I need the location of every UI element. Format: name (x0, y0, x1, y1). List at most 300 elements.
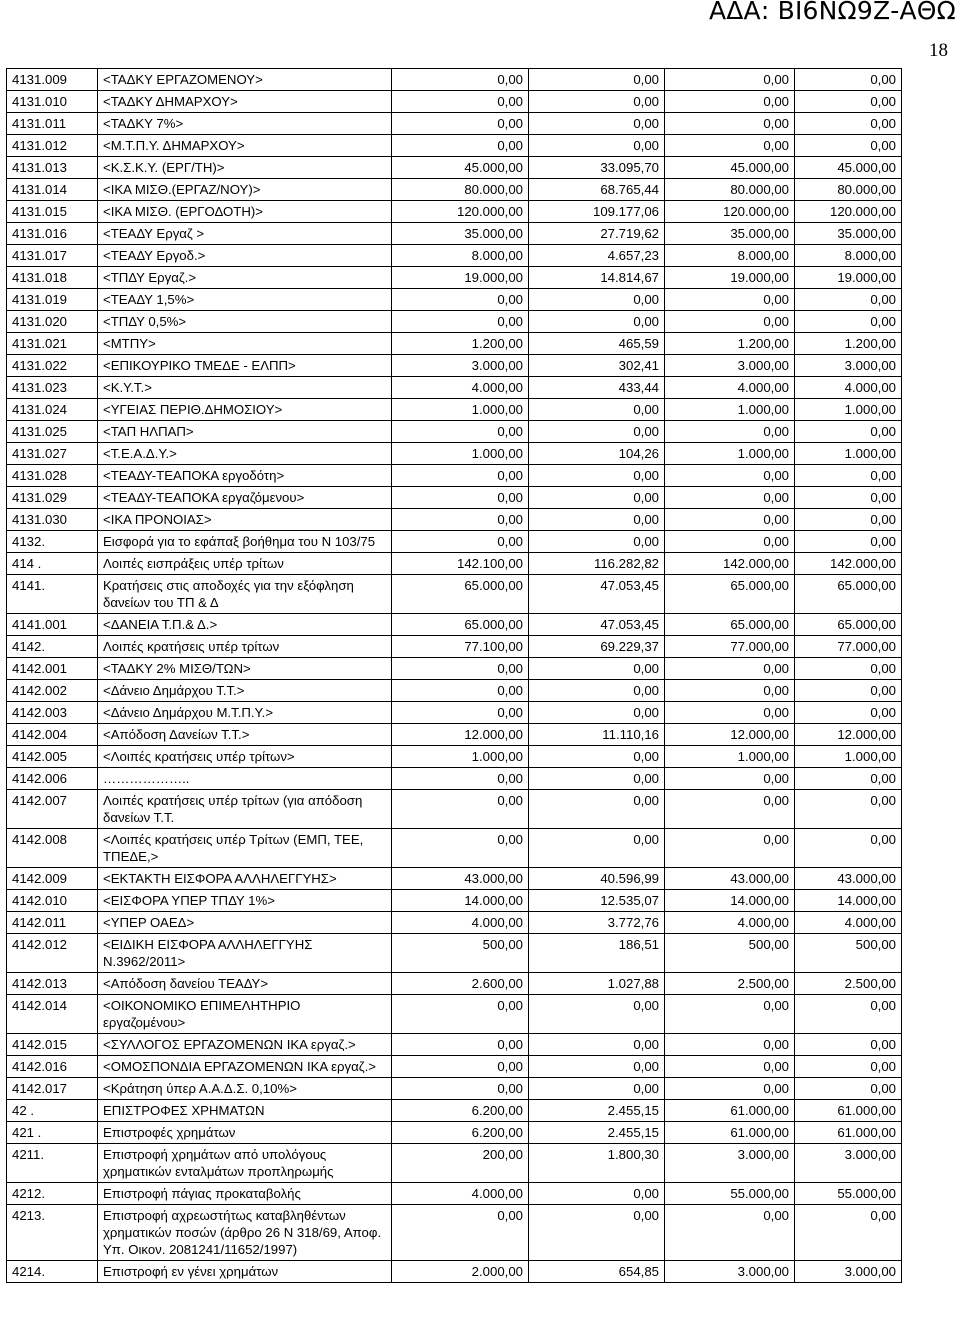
row-value-col1: 4.000,00 (392, 377, 529, 399)
row-value-col2: 0,00 (529, 768, 665, 790)
table-row (7, 614, 902, 636)
row-description: <ΤΕΑΔΥ Εργαζ > (98, 223, 392, 245)
row-value-col4: 8.000,00 (795, 245, 902, 267)
row-value-col2: 0,00 (529, 509, 665, 531)
row-value-col4: 4.000,00 (795, 912, 902, 934)
row-value-col4: 2.500,00 (795, 973, 902, 995)
row-value-col3: 0,00 (665, 531, 795, 553)
table-row (7, 377, 902, 399)
row-value-col1: 45.000,00 (392, 157, 529, 179)
row-description: <ΕΙΔΙΚΗ ΕΙΣΦΟΡΑ ΑΛΛΗΛΕΓΓΥΗΣ Ν.3962/2011> (98, 934, 392, 973)
row-value-col4: 0,00 (795, 829, 902, 868)
row-description: <ΤΠΔΥ 0,5%> (98, 311, 392, 333)
row-value-col4: 55.000,00 (795, 1183, 902, 1205)
table-row (7, 69, 902, 91)
row-description: <ΕΙΣΦΟΡΑ ΥΠΕΡ ΤΠΔΥ 1%> (98, 890, 392, 912)
table-row (7, 267, 902, 289)
row-value-col2: 1.027,88 (529, 973, 665, 995)
row-value-col2: 11.110,16 (529, 724, 665, 746)
row-value-col1: 120.000,00 (392, 201, 529, 223)
row-code: 4142.006 (7, 768, 98, 790)
row-value-col2: 0,00 (529, 790, 665, 829)
row-value-col1: 65.000,00 (392, 614, 529, 636)
row-value-col1: 0,00 (392, 790, 529, 829)
row-value-col2: 69.229,37 (529, 636, 665, 658)
table-row (7, 934, 902, 973)
row-value-col2: 0,00 (529, 1034, 665, 1056)
row-value-col2: 47.053,45 (529, 575, 665, 614)
table-row (7, 421, 902, 443)
row-description: <Μ.Τ.Π.Υ. ΔΗΜΑΡΧΟΥ> (98, 135, 392, 157)
row-description: <Τ.Ε.Α.Δ.Υ.> (98, 443, 392, 465)
row-value-col1: 0,00 (392, 1056, 529, 1078)
row-value-col2: 0,00 (529, 113, 665, 135)
row-value-col3: 1.200,00 (665, 333, 795, 355)
row-code: 4131.019 (7, 289, 98, 311)
table-row (7, 890, 902, 912)
row-code: 4131.022 (7, 355, 98, 377)
row-value-col1: 43.000,00 (392, 868, 529, 890)
row-code: 4142.016 (7, 1056, 98, 1078)
row-value-col2: 186,51 (529, 934, 665, 973)
row-code: 4142. (7, 636, 98, 658)
row-value-col2: 104,26 (529, 443, 665, 465)
row-code: 4131.016 (7, 223, 98, 245)
row-value-col1: 8.000,00 (392, 245, 529, 267)
row-code: 4131.017 (7, 245, 98, 267)
row-code: 4131.009 (7, 69, 98, 91)
row-value-col4: 4.000,00 (795, 377, 902, 399)
row-value-col4: 43.000,00 (795, 868, 902, 890)
row-value-col2: 0,00 (529, 658, 665, 680)
row-code: 4142.015 (7, 1034, 98, 1056)
row-description: <ΟΙΚΟΝΟΜΙΚΟ ΕΠΙΜΕΛΗΤΗΡΙΟ εργαζομένου> (98, 995, 392, 1034)
row-code: 4131.015 (7, 201, 98, 223)
row-value-col1: 65.000,00 (392, 575, 529, 614)
table-row (7, 768, 902, 790)
row-description: <Λοιπές κρατήσεις υπέρ τρίτων> (98, 746, 392, 768)
row-value-col3: 4.000,00 (665, 912, 795, 934)
row-description: <ΤΕΑΔΥ-ΤΕΑΠΟΚΑ εργαζόμενου> (98, 487, 392, 509)
row-value-col2: 33.095,70 (529, 157, 665, 179)
row-description: <ΤΑΔΚΥ 2% ΜΙΣΘ/ΤΩΝ> (98, 658, 392, 680)
row-value-col1: 0,00 (392, 289, 529, 311)
row-value-col3: 0,00 (665, 829, 795, 868)
row-value-col4: 45.000,00 (795, 157, 902, 179)
row-value-col4: 3.000,00 (795, 1261, 902, 1283)
row-value-col4: 14.000,00 (795, 890, 902, 912)
row-value-col3: 0,00 (665, 995, 795, 1034)
row-description: <ΤΕΑΔΥ-ΤΕΑΠΟΚΑ εργοδότη> (98, 465, 392, 487)
table-row (7, 355, 902, 377)
row-value-col3: 55.000,00 (665, 1183, 795, 1205)
row-code: 4142.005 (7, 746, 98, 768)
row-code: 4142.012 (7, 934, 98, 973)
row-value-col2: 0,00 (529, 289, 665, 311)
row-value-col3: 0,00 (665, 135, 795, 157)
row-code: 4131.012 (7, 135, 98, 157)
row-code: 4142.017 (7, 1078, 98, 1100)
row-value-col4: 12.000,00 (795, 724, 902, 746)
row-value-col1: 77.100,00 (392, 636, 529, 658)
table-row (7, 658, 902, 680)
table-row (7, 1056, 902, 1078)
table-row (7, 531, 902, 553)
row-code: 4142.001 (7, 658, 98, 680)
table-row (7, 1183, 902, 1205)
row-value-col4: 0,00 (795, 995, 902, 1034)
row-value-col3: 0,00 (665, 702, 795, 724)
table-row (7, 1034, 902, 1056)
row-value-col1: 0,00 (392, 829, 529, 868)
row-value-col3: 0,00 (665, 421, 795, 443)
row-value-col3: 142.000,00 (665, 553, 795, 575)
row-value-col4: 0,00 (795, 421, 902, 443)
row-value-col2: 0,00 (529, 829, 665, 868)
row-value-col1: 35.000,00 (392, 223, 529, 245)
row-value-col2: 47.053,45 (529, 614, 665, 636)
row-value-col4: 0,00 (795, 790, 902, 829)
row-description: Λοιπές κρατήσεις υπέρ τρίτων (98, 636, 392, 658)
row-value-col4: 65.000,00 (795, 614, 902, 636)
table-row (7, 289, 902, 311)
row-value-col3: 3.000,00 (665, 1261, 795, 1283)
row-code: 4142.002 (7, 680, 98, 702)
row-code: 4211. (7, 1144, 98, 1183)
row-value-col2: 0,00 (529, 487, 665, 509)
table-row (7, 746, 902, 768)
row-value-col2: 0,00 (529, 746, 665, 768)
row-value-col3: 500,00 (665, 934, 795, 973)
row-value-col4: 0,00 (795, 702, 902, 724)
row-value-col3: 1.000,00 (665, 399, 795, 421)
row-value-col1: 0,00 (392, 113, 529, 135)
row-value-col1: 4.000,00 (392, 1183, 529, 1205)
row-code: 4142.011 (7, 912, 98, 934)
row-value-col2: 0,00 (529, 311, 665, 333)
document-ada-header: ΑΔΑ: ΒΙ6ΝΩ9Ζ-ΑΘΩ (708, 0, 956, 25)
row-value-col2: 1.800,30 (529, 1144, 665, 1183)
row-description: Επιστροφή αχρεωστήτως καταβληθέντων χρηματικών ποσών (άρθρο 26 Ν 318/69, Αποφ. Υπ. Οικον. 2081241/11652/1997) (98, 1205, 392, 1261)
table-row (7, 636, 902, 658)
row-code: 4142.010 (7, 890, 98, 912)
row-value-col2: 0,00 (529, 1183, 665, 1205)
row-value-col1: 1.000,00 (392, 443, 529, 465)
table-row (7, 790, 902, 829)
row-description: <Δάνειο Δημάρχου Τ.Τ.> (98, 680, 392, 702)
row-code: 4131.023 (7, 377, 98, 399)
table-row (7, 487, 902, 509)
row-value-col2: 27.719,62 (529, 223, 665, 245)
row-value-col3: 45.000,00 (665, 157, 795, 179)
row-value-col4: 0,00 (795, 1078, 902, 1100)
table-row (7, 724, 902, 746)
row-value-col3: 61.000,00 (665, 1122, 795, 1144)
row-value-col4: 0,00 (795, 135, 902, 157)
row-value-col2: 68.765,44 (529, 179, 665, 201)
row-value-col2: 0,00 (529, 531, 665, 553)
row-description: Εισφορά για το εφάπαξ βοήθημα του Ν 103/75 (98, 531, 392, 553)
row-value-col1: 0,00 (392, 509, 529, 531)
row-value-col4: 0,00 (795, 113, 902, 135)
row-value-col4: 0,00 (795, 509, 902, 531)
row-value-col4: 142.000,00 (795, 553, 902, 575)
row-description: <ΤΑΔΚΥ 7%> (98, 113, 392, 135)
row-value-col1: 0,00 (392, 995, 529, 1034)
row-description: <Λοιπές κρατήσεις υπέρ Τρίτων (ΕΜΠ, ΤΕΕ, ΤΠΕΔΕ,> (98, 829, 392, 868)
row-value-col4: 120.000,00 (795, 201, 902, 223)
row-description: <ΜΤΠΥ> (98, 333, 392, 355)
row-description: <ΤΕΑΔΥ 1,5%> (98, 289, 392, 311)
row-value-col4: 0,00 (795, 531, 902, 553)
row-value-col3: 0,00 (665, 311, 795, 333)
row-code: 4131.011 (7, 113, 98, 135)
row-value-col1: 14.000,00 (392, 890, 529, 912)
row-value-col2: 0,00 (529, 135, 665, 157)
row-value-col4: 0,00 (795, 311, 902, 333)
row-value-col1: 0,00 (392, 1078, 529, 1100)
row-value-col2: 433,44 (529, 377, 665, 399)
row-value-col1: 0,00 (392, 69, 529, 91)
row-code: 4131.028 (7, 465, 98, 487)
row-value-col1: 19.000,00 (392, 267, 529, 289)
row-description: ……………….. (98, 768, 392, 790)
row-code: 4131.010 (7, 91, 98, 113)
row-value-col4: 0,00 (795, 1056, 902, 1078)
row-description: <Κ.Σ.Κ.Υ. (ΕΡΓ/ΤΗ)> (98, 157, 392, 179)
row-value-col4: 0,00 (795, 91, 902, 113)
row-value-col4: 3.000,00 (795, 355, 902, 377)
row-value-col3: 12.000,00 (665, 724, 795, 746)
row-code: 4131.025 (7, 421, 98, 443)
row-value-col3: 120.000,00 (665, 201, 795, 223)
row-code: 4131.030 (7, 509, 98, 531)
row-value-col3: 0,00 (665, 1078, 795, 1100)
row-description: Επιστροφές χρημάτων (98, 1122, 392, 1144)
row-code: 4142.009 (7, 868, 98, 890)
row-value-col3: 0,00 (665, 113, 795, 135)
row-value-col1: 200,00 (392, 1144, 529, 1183)
table-row (7, 1261, 902, 1283)
row-code: 4131.018 (7, 267, 98, 289)
row-description: <ΕΚΤΑΚΤΗ ΕΙΣΦΟΡΑ ΑΛΛΗΛΕΓΓΥΗΣ> (98, 868, 392, 890)
row-value-col1: 0,00 (392, 702, 529, 724)
row-code: 4131.027 (7, 443, 98, 465)
row-value-col1: 2.600,00 (392, 973, 529, 995)
row-code: 4142.014 (7, 995, 98, 1034)
row-value-col3: 0,00 (665, 487, 795, 509)
row-value-col4: 1.000,00 (795, 399, 902, 421)
row-value-col2: 0,00 (529, 680, 665, 702)
row-code: 4131.013 (7, 157, 98, 179)
row-value-col2: 302,41 (529, 355, 665, 377)
table-row (7, 553, 902, 575)
row-value-col3: 0,00 (665, 1205, 795, 1261)
table-row (7, 1100, 902, 1122)
table-row (7, 912, 902, 934)
row-value-col1: 4.000,00 (392, 912, 529, 934)
row-value-col3: 4.000,00 (665, 377, 795, 399)
table-row (7, 399, 902, 421)
table-row (7, 973, 902, 995)
row-description: ΕΠΙΣΤΡΟΦΕΣ ΧΡΗΜΑΤΩΝ (98, 1100, 392, 1122)
table-row (7, 201, 902, 223)
row-value-col3: 0,00 (665, 680, 795, 702)
row-value-col2: 0,00 (529, 399, 665, 421)
row-value-col3: 65.000,00 (665, 614, 795, 636)
row-code: 4132. (7, 531, 98, 553)
row-code: 4142.008 (7, 829, 98, 868)
table-row (7, 995, 902, 1034)
row-value-col1: 0,00 (392, 531, 529, 553)
row-value-col1: 0,00 (392, 311, 529, 333)
row-value-col1: 500,00 (392, 934, 529, 973)
row-value-col4: 0,00 (795, 658, 902, 680)
row-value-col1: 1.000,00 (392, 399, 529, 421)
row-value-col3: 2.500,00 (665, 973, 795, 995)
row-value-col3: 1.000,00 (665, 443, 795, 465)
row-value-col4: 500,00 (795, 934, 902, 973)
row-value-col2: 40.596,99 (529, 868, 665, 890)
row-value-col2: 3.772,76 (529, 912, 665, 934)
row-value-col3: 14.000,00 (665, 890, 795, 912)
row-description: <ΤΑΠ ΗΛΠΑΠ> (98, 421, 392, 443)
row-value-col4: 65.000,00 (795, 575, 902, 614)
table-row (7, 1144, 902, 1183)
table-row (7, 1122, 902, 1144)
row-value-col3: 0,00 (665, 509, 795, 531)
row-description: <ΙΚΑ ΜΙΣΘ. (ΕΡΓΟΔΟΤΗ)> (98, 201, 392, 223)
row-code: 4212. (7, 1183, 98, 1205)
row-description: <ΤΠΔΥ Εργαζ.> (98, 267, 392, 289)
row-value-col3: 77.000,00 (665, 636, 795, 658)
row-code: 421 . (7, 1122, 98, 1144)
row-value-col1: 0,00 (392, 91, 529, 113)
row-value-col3: 43.000,00 (665, 868, 795, 890)
row-code: 4141. (7, 575, 98, 614)
row-description: <ΤΕΑΔΥ Εργοδ.> (98, 245, 392, 267)
row-value-col3: 1.000,00 (665, 746, 795, 768)
row-code: 4131.029 (7, 487, 98, 509)
row-value-col4: 3.000,00 (795, 1144, 902, 1183)
row-value-col2: 4.657,23 (529, 245, 665, 267)
row-value-col1: 0,00 (392, 680, 529, 702)
row-value-col3: 8.000,00 (665, 245, 795, 267)
row-value-col4: 0,00 (795, 680, 902, 702)
row-code: 42 . (7, 1100, 98, 1122)
row-value-col4: 1.000,00 (795, 746, 902, 768)
row-value-col2: 0,00 (529, 421, 665, 443)
row-value-col2: 0,00 (529, 1078, 665, 1100)
table-row (7, 680, 902, 702)
row-description: <Κ.Υ.Τ.> (98, 377, 392, 399)
table-row (7, 1078, 902, 1100)
row-description: <ΥΓΕΙΑΣ ΠΕΡΙΘ.ΔΗΜΟΣΙΟΥ> (98, 399, 392, 421)
row-code: 4142.007 (7, 790, 98, 829)
row-value-col1: 0,00 (392, 1034, 529, 1056)
row-value-col3: 0,00 (665, 289, 795, 311)
row-description: <Απόδοση Δανείων Τ.Τ.> (98, 724, 392, 746)
row-value-col4: 0,00 (795, 289, 902, 311)
row-code: 4141.001 (7, 614, 98, 636)
table-row (7, 135, 902, 157)
row-value-col2: 0,00 (529, 995, 665, 1034)
row-description: Λοιπές εισπράξεις υπέρ τρίτων (98, 553, 392, 575)
row-description: <ΤΑΔΚΥ ΕΡΓΑΖΟΜΕΝΟΥ> (98, 69, 392, 91)
row-value-col3: 35.000,00 (665, 223, 795, 245)
row-description: <ΔΑΝΕΙΑ Τ.Π.& Δ.> (98, 614, 392, 636)
table-row (7, 245, 902, 267)
table-row (7, 702, 902, 724)
row-value-col2: 14.814,67 (529, 267, 665, 289)
row-value-col1: 0,00 (392, 658, 529, 680)
row-value-col3: 80.000,00 (665, 179, 795, 201)
row-description: Λοιπές κρατήσεις υπέρ τρίτων (για απόδοση δανείων Τ.Τ. (98, 790, 392, 829)
table-row (7, 443, 902, 465)
row-value-col3: 0,00 (665, 69, 795, 91)
row-value-col3: 0,00 (665, 465, 795, 487)
row-code: 4131.020 (7, 311, 98, 333)
row-value-col2: 2.455,15 (529, 1122, 665, 1144)
row-code: 4131.024 (7, 399, 98, 421)
table-row (7, 179, 902, 201)
row-description: <ΣΥΛΛΟΓΟΣ ΕΡΓΑΖΟΜΕΝΩΝ ΙΚΑ εργαζ.> (98, 1034, 392, 1056)
row-value-col3: 0,00 (665, 658, 795, 680)
row-value-col3: 0,00 (665, 1034, 795, 1056)
row-value-col1: 2.000,00 (392, 1261, 529, 1283)
row-value-col1: 3.000,00 (392, 355, 529, 377)
row-value-col3: 19.000,00 (665, 267, 795, 289)
row-description: <Απόδοση δανείου ΤΕΑΔΥ> (98, 973, 392, 995)
row-value-col4: 35.000,00 (795, 223, 902, 245)
page-number: 18 (929, 40, 948, 61)
row-description: Επιστροφή χρημάτων από υπολόγους χρηματικών ενταλμάτων προπληρωμής (98, 1144, 392, 1183)
row-description: <Δάνειο Δημάρχου Μ.Τ.Π.Υ.> (98, 702, 392, 724)
row-value-col1: 6.200,00 (392, 1122, 529, 1144)
row-code: 4131.021 (7, 333, 98, 355)
row-value-col4: 0,00 (795, 69, 902, 91)
table-row (7, 465, 902, 487)
row-value-col4: 1.200,00 (795, 333, 902, 355)
row-value-col1: 142.100,00 (392, 553, 529, 575)
row-code: 4214. (7, 1261, 98, 1283)
row-value-col3: 3.000,00 (665, 355, 795, 377)
table-row (7, 829, 902, 868)
row-description: Επιστροφή εν γένει χρημάτων (98, 1261, 392, 1283)
row-value-col4: 0,00 (795, 465, 902, 487)
row-value-col1: 0,00 (392, 768, 529, 790)
row-value-col3: 0,00 (665, 1056, 795, 1078)
row-value-col4: 0,00 (795, 1205, 902, 1261)
row-value-col4: 1.000,00 (795, 443, 902, 465)
row-description: <ΤΑΔΚΥ ΔΗΜΑΡΧΟΥ> (98, 91, 392, 113)
row-value-col1: 0,00 (392, 1205, 529, 1261)
row-value-col4: 0,00 (795, 768, 902, 790)
row-code: 4142.003 (7, 702, 98, 724)
row-value-col3: 0,00 (665, 790, 795, 829)
table-row (7, 575, 902, 614)
row-description: Επιστροφή πάγιας προκαταβολής (98, 1183, 392, 1205)
row-value-col1: 0,00 (392, 421, 529, 443)
table-row (7, 113, 902, 135)
row-value-col1: 0,00 (392, 135, 529, 157)
row-code: 4142.013 (7, 973, 98, 995)
row-value-col2: 12.535,07 (529, 890, 665, 912)
row-description: Κρατήσεις στις αποδοχές για την εξόφληση δανείων του ΤΠ & Δ (98, 575, 392, 614)
row-description: <Κράτηση ύπερ Α.Α.Δ.Σ. 0,10%> (98, 1078, 392, 1100)
row-value-col2: 2.455,15 (529, 1100, 665, 1122)
table-row (7, 509, 902, 531)
